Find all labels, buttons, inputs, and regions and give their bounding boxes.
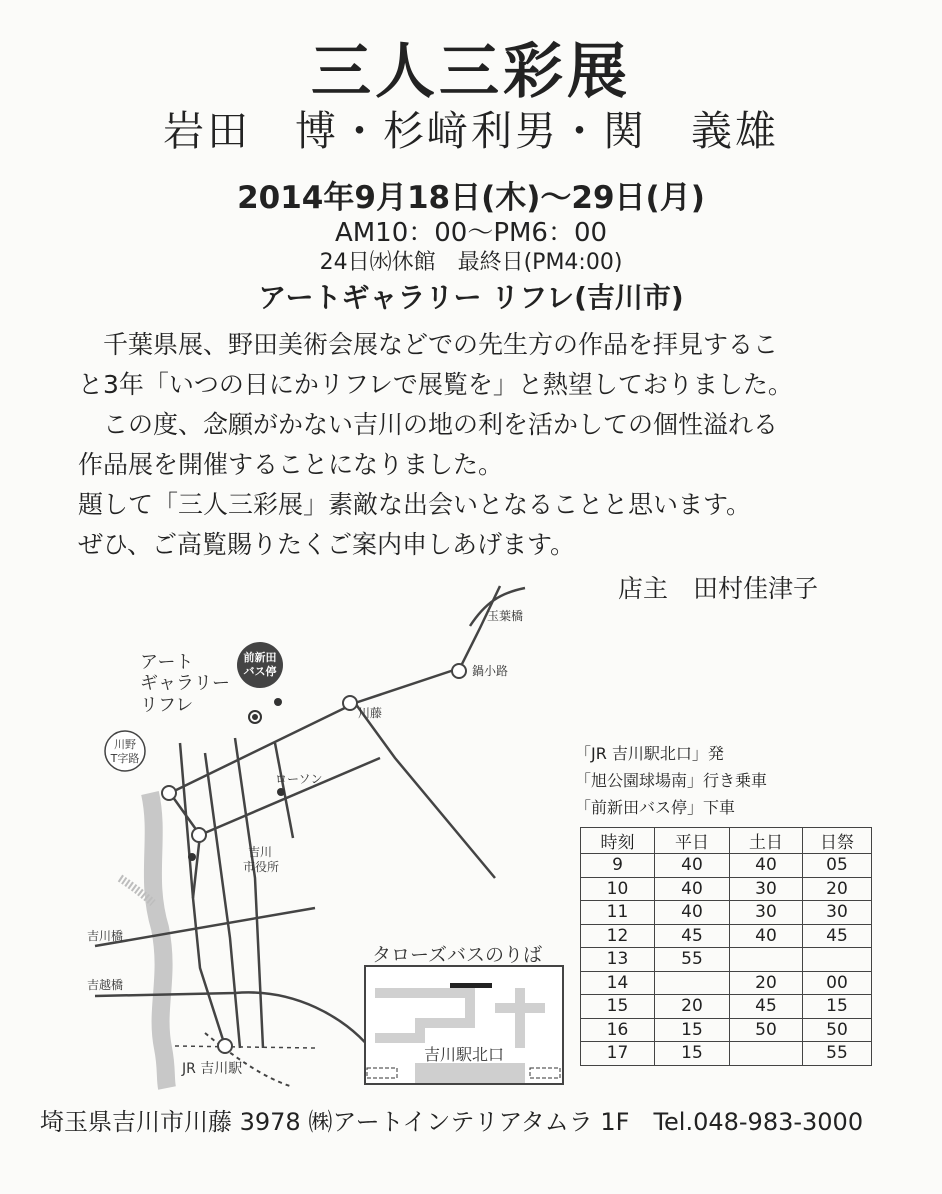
timetable-header: 時刻 (581, 828, 655, 854)
lawson-label: ローソン (275, 772, 323, 786)
intersection-marker (192, 828, 206, 842)
timetable-row (581, 948, 872, 972)
railway (175, 1046, 315, 1048)
timetable-cell: 05 (803, 854, 872, 878)
river (150, 793, 167, 1088)
timetable-header-row (581, 828, 872, 854)
lawson-marker (277, 788, 285, 796)
kawano-badge (105, 731, 145, 771)
timetable-cell: 45 (803, 924, 872, 948)
inset-station-label: 吉川駅北口 (424, 1045, 505, 1064)
bus-directions (575, 740, 767, 821)
timetable-cell: 13 (581, 948, 655, 972)
invitation-text (78, 325, 878, 565)
intersection-marker (452, 664, 466, 678)
timetable-header: 平日 (655, 828, 730, 854)
timetable-cell: 40 (730, 924, 803, 948)
bus-direction-line: 「旭公園球場南」行き乗車 (575, 771, 768, 790)
timetable-row (581, 1042, 872, 1066)
tamaba-bridge-label: 玉葉橋 (487, 609, 524, 623)
artist-names: 岩田 博・杉﨑利男・関 義雄 (163, 107, 779, 155)
timetable-header: 土日 (730, 828, 803, 854)
timetable-cell: 30 (730, 877, 803, 901)
nabekoji-label: 鍋小路 (472, 664, 509, 678)
timetable-cell: 9 (581, 854, 655, 878)
timetable-cell: 30 (803, 901, 872, 925)
timetable-cell: 00 (803, 971, 872, 995)
kawafuji-label: 川藤 (358, 706, 383, 720)
station-building (415, 1063, 525, 1083)
bus-timetable (580, 827, 872, 1066)
timetable-cell: 20 (730, 971, 803, 995)
gallery-label: アート (140, 652, 194, 673)
invitation-line: 作品展を開催することになりました。 (78, 450, 504, 479)
timetable-cell: 55 (655, 948, 730, 972)
access-map (75, 578, 575, 1098)
railway (205, 1033, 290, 1086)
bus-direction-line: 「JR 吉川駅北口」発 (575, 744, 724, 763)
timetable-row (581, 924, 872, 948)
timetable-cell: 14 (581, 971, 655, 995)
timetable-cell: 15 (655, 1018, 730, 1042)
venue-name: アートギャラリー リフレ(吉川市) (258, 281, 684, 314)
gallery-label: リフレ (140, 695, 194, 716)
timetable-row (581, 901, 872, 925)
timetable-header: 日祭 (803, 828, 872, 854)
timetable-cell: 11 (581, 901, 655, 925)
road (235, 738, 263, 1048)
yoshikoshi-bridge-label: 吉越橋 (87, 978, 124, 992)
bus-direction-line: 「前新田バス停」下車 (575, 798, 736, 817)
timetable-cell: 15 (655, 1042, 730, 1066)
exhibition-dates: 2014年9月18日(木)～29日(月) (237, 180, 705, 216)
intersection-marker (162, 786, 176, 800)
rail-track (530, 1068, 560, 1078)
inset-title: タローズバスのりば (372, 944, 543, 966)
timetable-cell: 55 (803, 1042, 872, 1066)
timetable-row (581, 854, 872, 878)
timetable-cell: 40 (730, 854, 803, 878)
timetable-cell: 15 (581, 995, 655, 1019)
gallery-marker-dot (252, 714, 258, 720)
timetable-cell (655, 971, 730, 995)
closed-day-note: 24日㈬休館 最終日(PM4:00) (319, 250, 623, 275)
station-label: JR 吉川駅 (182, 1061, 243, 1077)
kawano-badge-line: 川野 (114, 738, 136, 751)
timetable-cell: 30 (730, 901, 803, 925)
invitation-line: ぜひ、ご高覧賜りたくご案内申しあげます。 (78, 530, 576, 559)
timetable-cell: 45 (655, 924, 730, 948)
bus-stop-marker (274, 698, 282, 706)
station-marker (218, 1039, 232, 1053)
timetable-cell: 45 (730, 995, 803, 1019)
rail-track (367, 1068, 397, 1078)
road (95, 908, 315, 946)
timetable-cell: 12 (581, 924, 655, 948)
timetable-cell: 15 (803, 995, 872, 1019)
timetable-row (581, 995, 872, 1019)
timetable-cell (730, 948, 803, 972)
bus-stop-badge-line: 前新田 (243, 651, 277, 664)
bus-stop-bar (450, 983, 492, 988)
timetable-cell: 40 (655, 854, 730, 878)
timetable-cell (730, 1042, 803, 1066)
gallery-label: ギャラリー (140, 673, 230, 694)
timetable-cell: 50 (730, 1018, 803, 1042)
timetable-cell (803, 948, 872, 972)
timetable-cell: 40 (655, 877, 730, 901)
city-hall-label: 市役所 (243, 860, 280, 874)
yoshikawa-bridge-label: 吉川橋 (87, 929, 124, 943)
city-hall-label: 吉川 (248, 845, 273, 859)
timetable-cell: 20 (803, 877, 872, 901)
city-hall-marker (188, 853, 196, 861)
kawano-badge-line: T字路 (110, 752, 140, 765)
timetable-cell: 17 (581, 1042, 655, 1066)
timetable-cell: 20 (655, 995, 730, 1019)
footer-address: 埼玉県吉川市川藤 3978 ㈱アートインテリアタムラ 1F Tel.048-983-3000 (40, 1108, 864, 1136)
timetable-cell: 10 (581, 877, 655, 901)
timetable-row (581, 971, 872, 995)
bus-stop-badge-line: バス停 (243, 665, 277, 678)
timetable-cell: 50 (803, 1018, 872, 1042)
exhibition-title: 三人三彩展 (311, 37, 631, 107)
owner-signature: 店主 田村佳津子 (618, 574, 819, 603)
timetable-row (581, 877, 872, 901)
timetable-cell: 16 (581, 1018, 655, 1042)
opening-hours: AM10：00～PM6：00 (334, 218, 608, 248)
invitation-line: と3年「いつの日にかリフレで展覧を」と熱望しておりました。 (78, 370, 793, 399)
invitation-line: 千葉県展、野田美術会展などでの先生方の作品を拝見するこ (78, 330, 779, 359)
timetable-row (581, 1018, 872, 1042)
invitation-line: 題して「三人三彩展」素敵な出会いとなることと思います。 (78, 490, 752, 519)
road (95, 992, 370, 1048)
intersection-marker (343, 696, 357, 710)
invitation-line: この度、念願がかない吉川の地の利を活かしての個性溢れる (78, 410, 779, 439)
timetable-cell: 40 (655, 901, 730, 925)
road (355, 703, 495, 878)
